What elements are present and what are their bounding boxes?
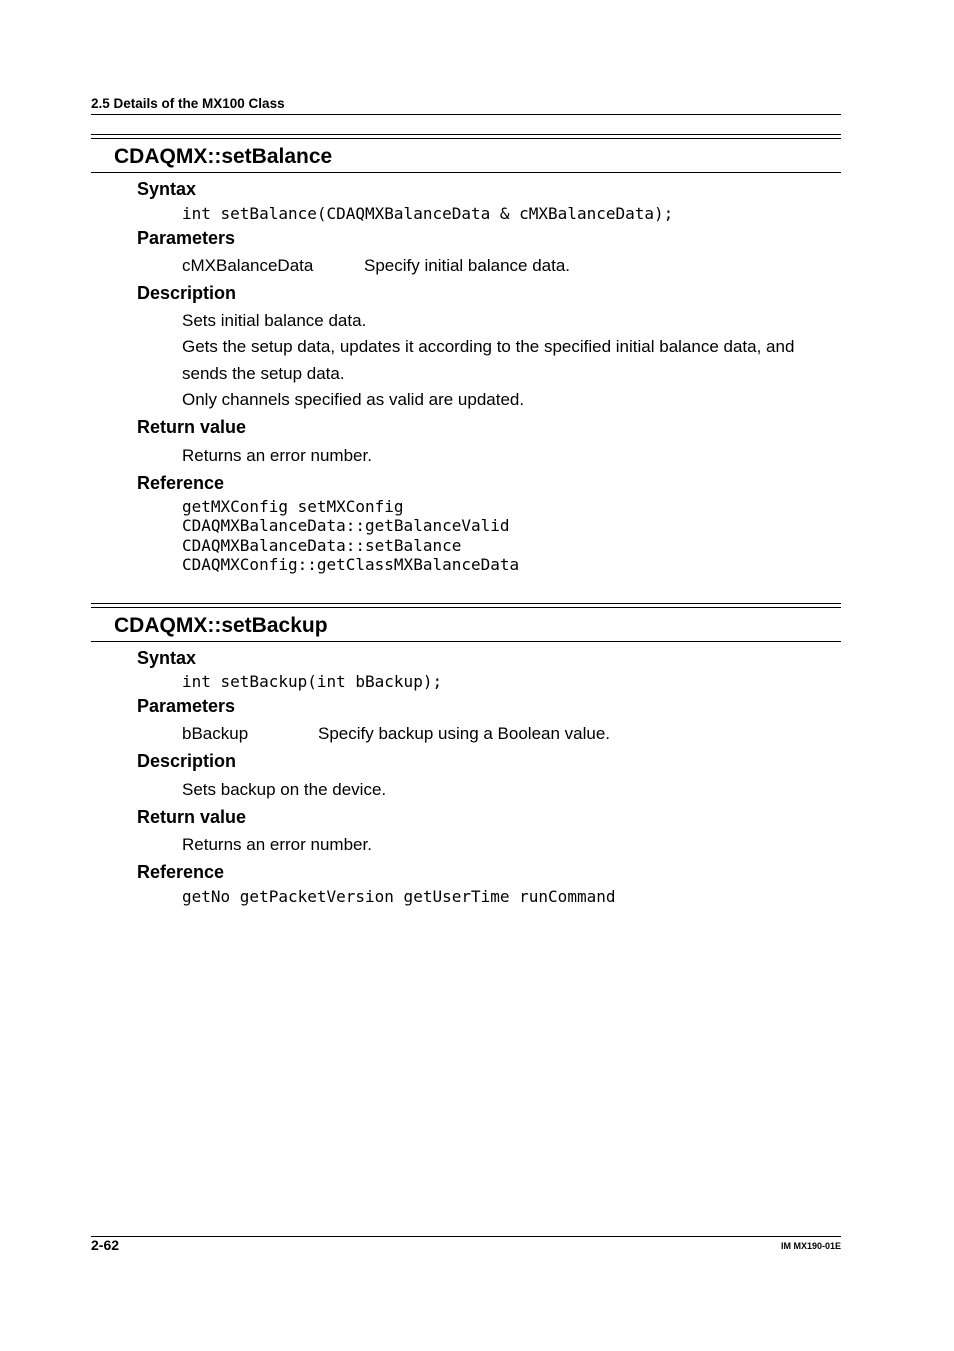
return-value-heading: Return value [137, 807, 247, 827]
syntax-code: int setBalance(CDAQMXBalanceData & cMXBalanceData); [182, 204, 674, 223]
description-line: Only channels specified as valid are updated. [182, 390, 525, 409]
section-top-rule [91, 603, 841, 608]
reference-line: getMXConfig setMXConfig [182, 497, 404, 516]
reference-line: CDAQMXBalanceData::getBalanceValid [182, 516, 510, 535]
section-title: CDAQMX::setBackup [114, 614, 328, 637]
syntax-heading: Syntax [137, 648, 197, 668]
description-line: Gets the setup data, updates it according to the specified initial balance data, and [182, 337, 795, 356]
section-top-rule [91, 134, 841, 139]
document-id: IM MX190-01E [780, 1241, 841, 1251]
section-title: CDAQMX::setBalance [114, 145, 333, 168]
return-value-heading: Return value [137, 417, 247, 437]
footer-rule [91, 1236, 841, 1237]
param-name: bBackup [182, 724, 249, 743]
section-title-rule [91, 172, 841, 173]
parameters-heading: Parameters [137, 228, 236, 248]
param-description: Specify backup using a Boolean value. [318, 724, 611, 743]
reference-line: getNo getPacketVersion getUserTime runCommand [182, 887, 616, 906]
page-number: 2-62 [91, 1237, 120, 1253]
reference-line: CDAQMXBalanceData::setBalance [182, 536, 462, 555]
description-line: sends the setup data. [182, 364, 345, 383]
return-value-text: Returns an error number. [182, 446, 372, 465]
reference-heading: Reference [137, 473, 225, 493]
syntax-heading: Syntax [137, 179, 197, 199]
param-name: cMXBalanceData [182, 256, 314, 275]
param-description: Specify initial balance data. [364, 256, 571, 275]
reference-line: CDAQMXConfig::getClassMXBalanceData [182, 555, 520, 574]
return-value-text: Returns an error number. [182, 835, 372, 854]
section-setbalance-heading [91, 134, 841, 173]
running-header: 2.5 Details of the MX100 Class [91, 96, 285, 111]
section-title-rule [91, 641, 841, 642]
description-heading: Description [137, 283, 237, 303]
description-line: Sets initial balance data. [182, 311, 367, 330]
reference-heading: Reference [137, 862, 225, 882]
parameters-heading: Parameters [137, 696, 236, 716]
section-setbackup-heading [91, 603, 841, 642]
syntax-code: int setBackup(int bBackup); [182, 672, 443, 691]
header-rule [91, 114, 841, 115]
description-heading: Description [137, 751, 237, 771]
description-line: Sets backup on the device. [182, 780, 387, 799]
